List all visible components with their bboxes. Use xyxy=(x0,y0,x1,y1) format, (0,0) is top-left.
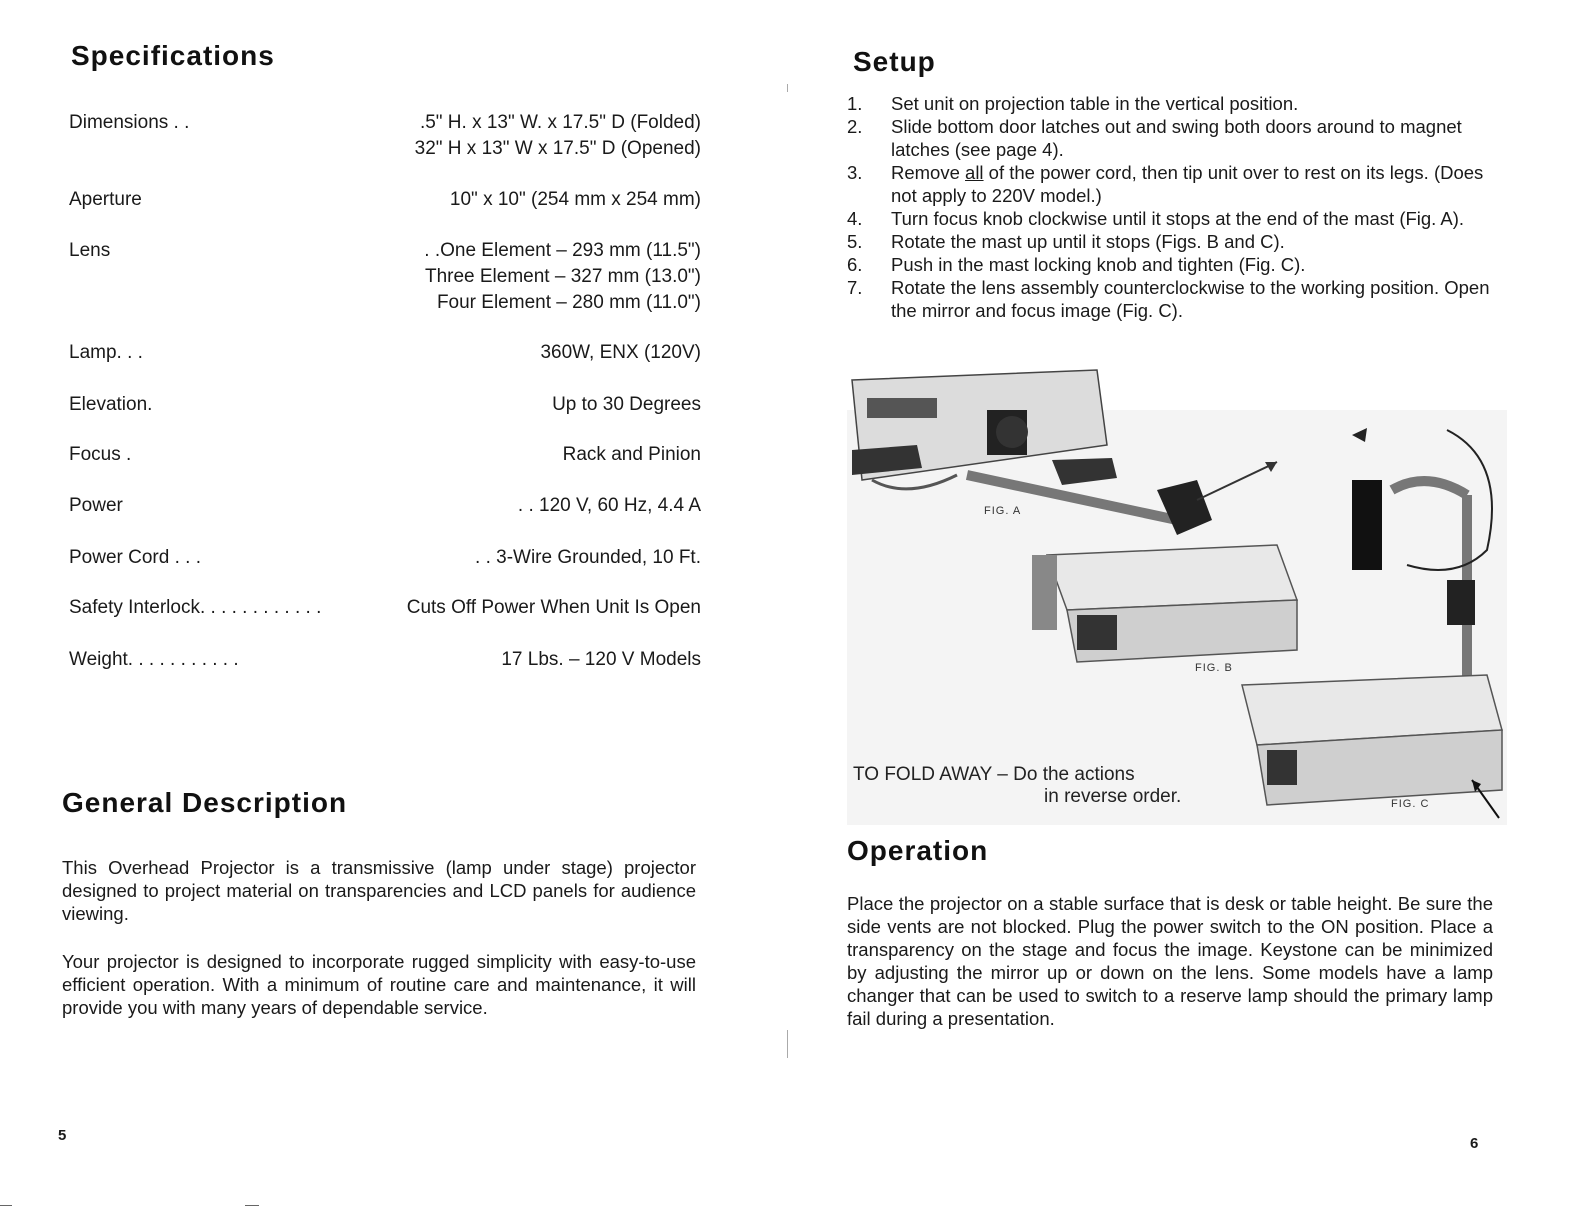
spec-value xyxy=(415,110,701,162)
step-number: 7. xyxy=(847,277,863,298)
spec-label: Aperture xyxy=(69,189,142,210)
step-number: 3. xyxy=(847,162,863,183)
setup-step xyxy=(847,115,1507,161)
page-number: 5 xyxy=(58,1127,67,1144)
step-number: 4. xyxy=(847,208,863,229)
step-text: Set unit on projection table in the vertical position. xyxy=(891,93,1299,114)
spec-value xyxy=(552,392,701,418)
spec-value-line: . . 3-Wire Grounded, 10 Ft. xyxy=(475,547,701,568)
spec-label: Lens xyxy=(69,240,111,261)
spec-label: Dimensions . . xyxy=(69,112,190,133)
operation-heading: Operation xyxy=(847,835,989,866)
spec-value xyxy=(518,493,701,519)
spec-label: Power xyxy=(69,495,123,516)
spec-value xyxy=(540,340,701,366)
fold-away-note xyxy=(853,764,1181,808)
spec-label: Focus . xyxy=(69,444,132,465)
spec-value-line: Rack and Pinion xyxy=(562,444,701,465)
step-text: of the power cord, then tip unit over to rest on its legs. (Does not apply to 220V model.) xyxy=(891,162,1484,206)
spec-value xyxy=(424,238,701,316)
spec-value-line: . .One Element – 293 mm (11.5") xyxy=(424,240,701,261)
step-number: 2. xyxy=(847,116,863,137)
operation-paragraph: Place the projector on a stable surface that is desk or table height. Be sure the side vents are not blocked. Plug the power switch to the ON position. Place a transparency on the stage and focus the image. Keystone can be minimized by adjusting the mirror up or down on the lens. Some models have a lamp changer that can be used to switch to a reserve lamp should the primary lamp fail during a presentation. xyxy=(847,893,1493,1029)
spec-value-line: . . 120 V, 60 Hz, 4.4 A xyxy=(517,495,701,516)
spec-value-line: 10" x 10" (254 mm x 254 mm) xyxy=(449,189,701,210)
projector-setup-illustration xyxy=(847,350,1507,825)
page-number: 6 xyxy=(1470,1135,1479,1152)
spec-label: Weight. . . . . . . . . . . xyxy=(69,649,239,670)
step-text: Remove xyxy=(891,162,966,183)
step-emphasis: all xyxy=(965,162,984,183)
description-paragraph: This Overhead Projector is a transmissive (lamp under stage) projector designed to project material on transparencies and LCD panels for audience viewing. xyxy=(62,857,696,924)
setup-heading: Setup xyxy=(853,46,936,77)
spec-value xyxy=(563,442,701,468)
general-description-heading: General Description xyxy=(62,787,348,818)
spec-value-line: 17 Lbs. – 120 V Models xyxy=(501,649,701,670)
step-number: 5. xyxy=(847,231,863,252)
step-text: Rotate the mast up until it stops (Figs. B and C). xyxy=(891,231,1285,252)
step-text: Slide bottom door latches out and swing both doors around to magnet latches (see page 4). xyxy=(891,116,1462,160)
setup-step xyxy=(847,92,1507,115)
spec-value-line: Up to 30 Degrees xyxy=(552,394,701,415)
spec-value-line: Four Element – 280 mm (11.0") xyxy=(436,292,701,313)
specifications-heading: Specifications xyxy=(71,40,275,71)
crop-mark xyxy=(0,1205,12,1206)
step-number: 1. xyxy=(847,93,863,114)
right-page xyxy=(787,0,1575,1211)
setup-step xyxy=(847,253,1507,276)
fig-a-label: FIG. A xyxy=(984,505,1022,517)
spec-label: Safety Interlock. . . . . . . . . . . . xyxy=(69,597,322,618)
step-text: Push in the mast locking knob and tighten (Fig. C). xyxy=(891,254,1306,275)
spec-value xyxy=(407,595,701,621)
spec-value-line: 360W, ENX (120V) xyxy=(540,342,701,363)
crop-mark xyxy=(245,1205,259,1206)
setup-steps-list xyxy=(847,92,1507,322)
spec-value-line: .5" H. x 13" W. x 17.5" D (Folded) xyxy=(419,112,701,133)
spec-value xyxy=(501,647,701,673)
spec-value xyxy=(475,545,701,571)
spec-label: Elevation. xyxy=(69,394,153,415)
description-paragraph: Your projector is designed to incorporate rugged simplicity with easy-to-use efficient operation. With a minimum of routine care and maintenance, it will provide you with many years of dependable service. xyxy=(62,951,696,1018)
projector-illustration-art xyxy=(847,350,1507,825)
fig-c-label: FIG. C xyxy=(1391,798,1430,810)
fold-away-line: in reverse order. xyxy=(1044,786,1182,807)
fold-away-line: TO FOLD AWAY – Do the actions xyxy=(853,764,1135,785)
step-text: Turn focus knob clockwise until it stops at the end of the mast (Fig. A). xyxy=(891,208,1465,229)
spec-value xyxy=(450,187,701,213)
step-number: 6. xyxy=(847,254,863,275)
step-text: Rotate the lens assembly counterclockwise to the working position. Open the mirror and focus image (Fig. C). xyxy=(891,277,1490,321)
spec-label: Power Cord . . . xyxy=(69,547,201,568)
setup-step xyxy=(847,207,1507,230)
spec-value-line: Three Element – 327 mm (13.0") xyxy=(424,266,701,287)
fig-b-label: FIG. B xyxy=(1195,662,1233,674)
spec-label: Lamp. . . xyxy=(69,342,143,363)
setup-step xyxy=(847,161,1507,207)
setup-step xyxy=(847,276,1507,322)
setup-step xyxy=(847,230,1507,253)
spec-value-line: 32" H x 13" W x 17.5" D (Opened) xyxy=(414,138,701,159)
left-page xyxy=(0,0,787,1211)
spec-value-line: Cuts Off Power When Unit Is Open xyxy=(406,597,701,618)
